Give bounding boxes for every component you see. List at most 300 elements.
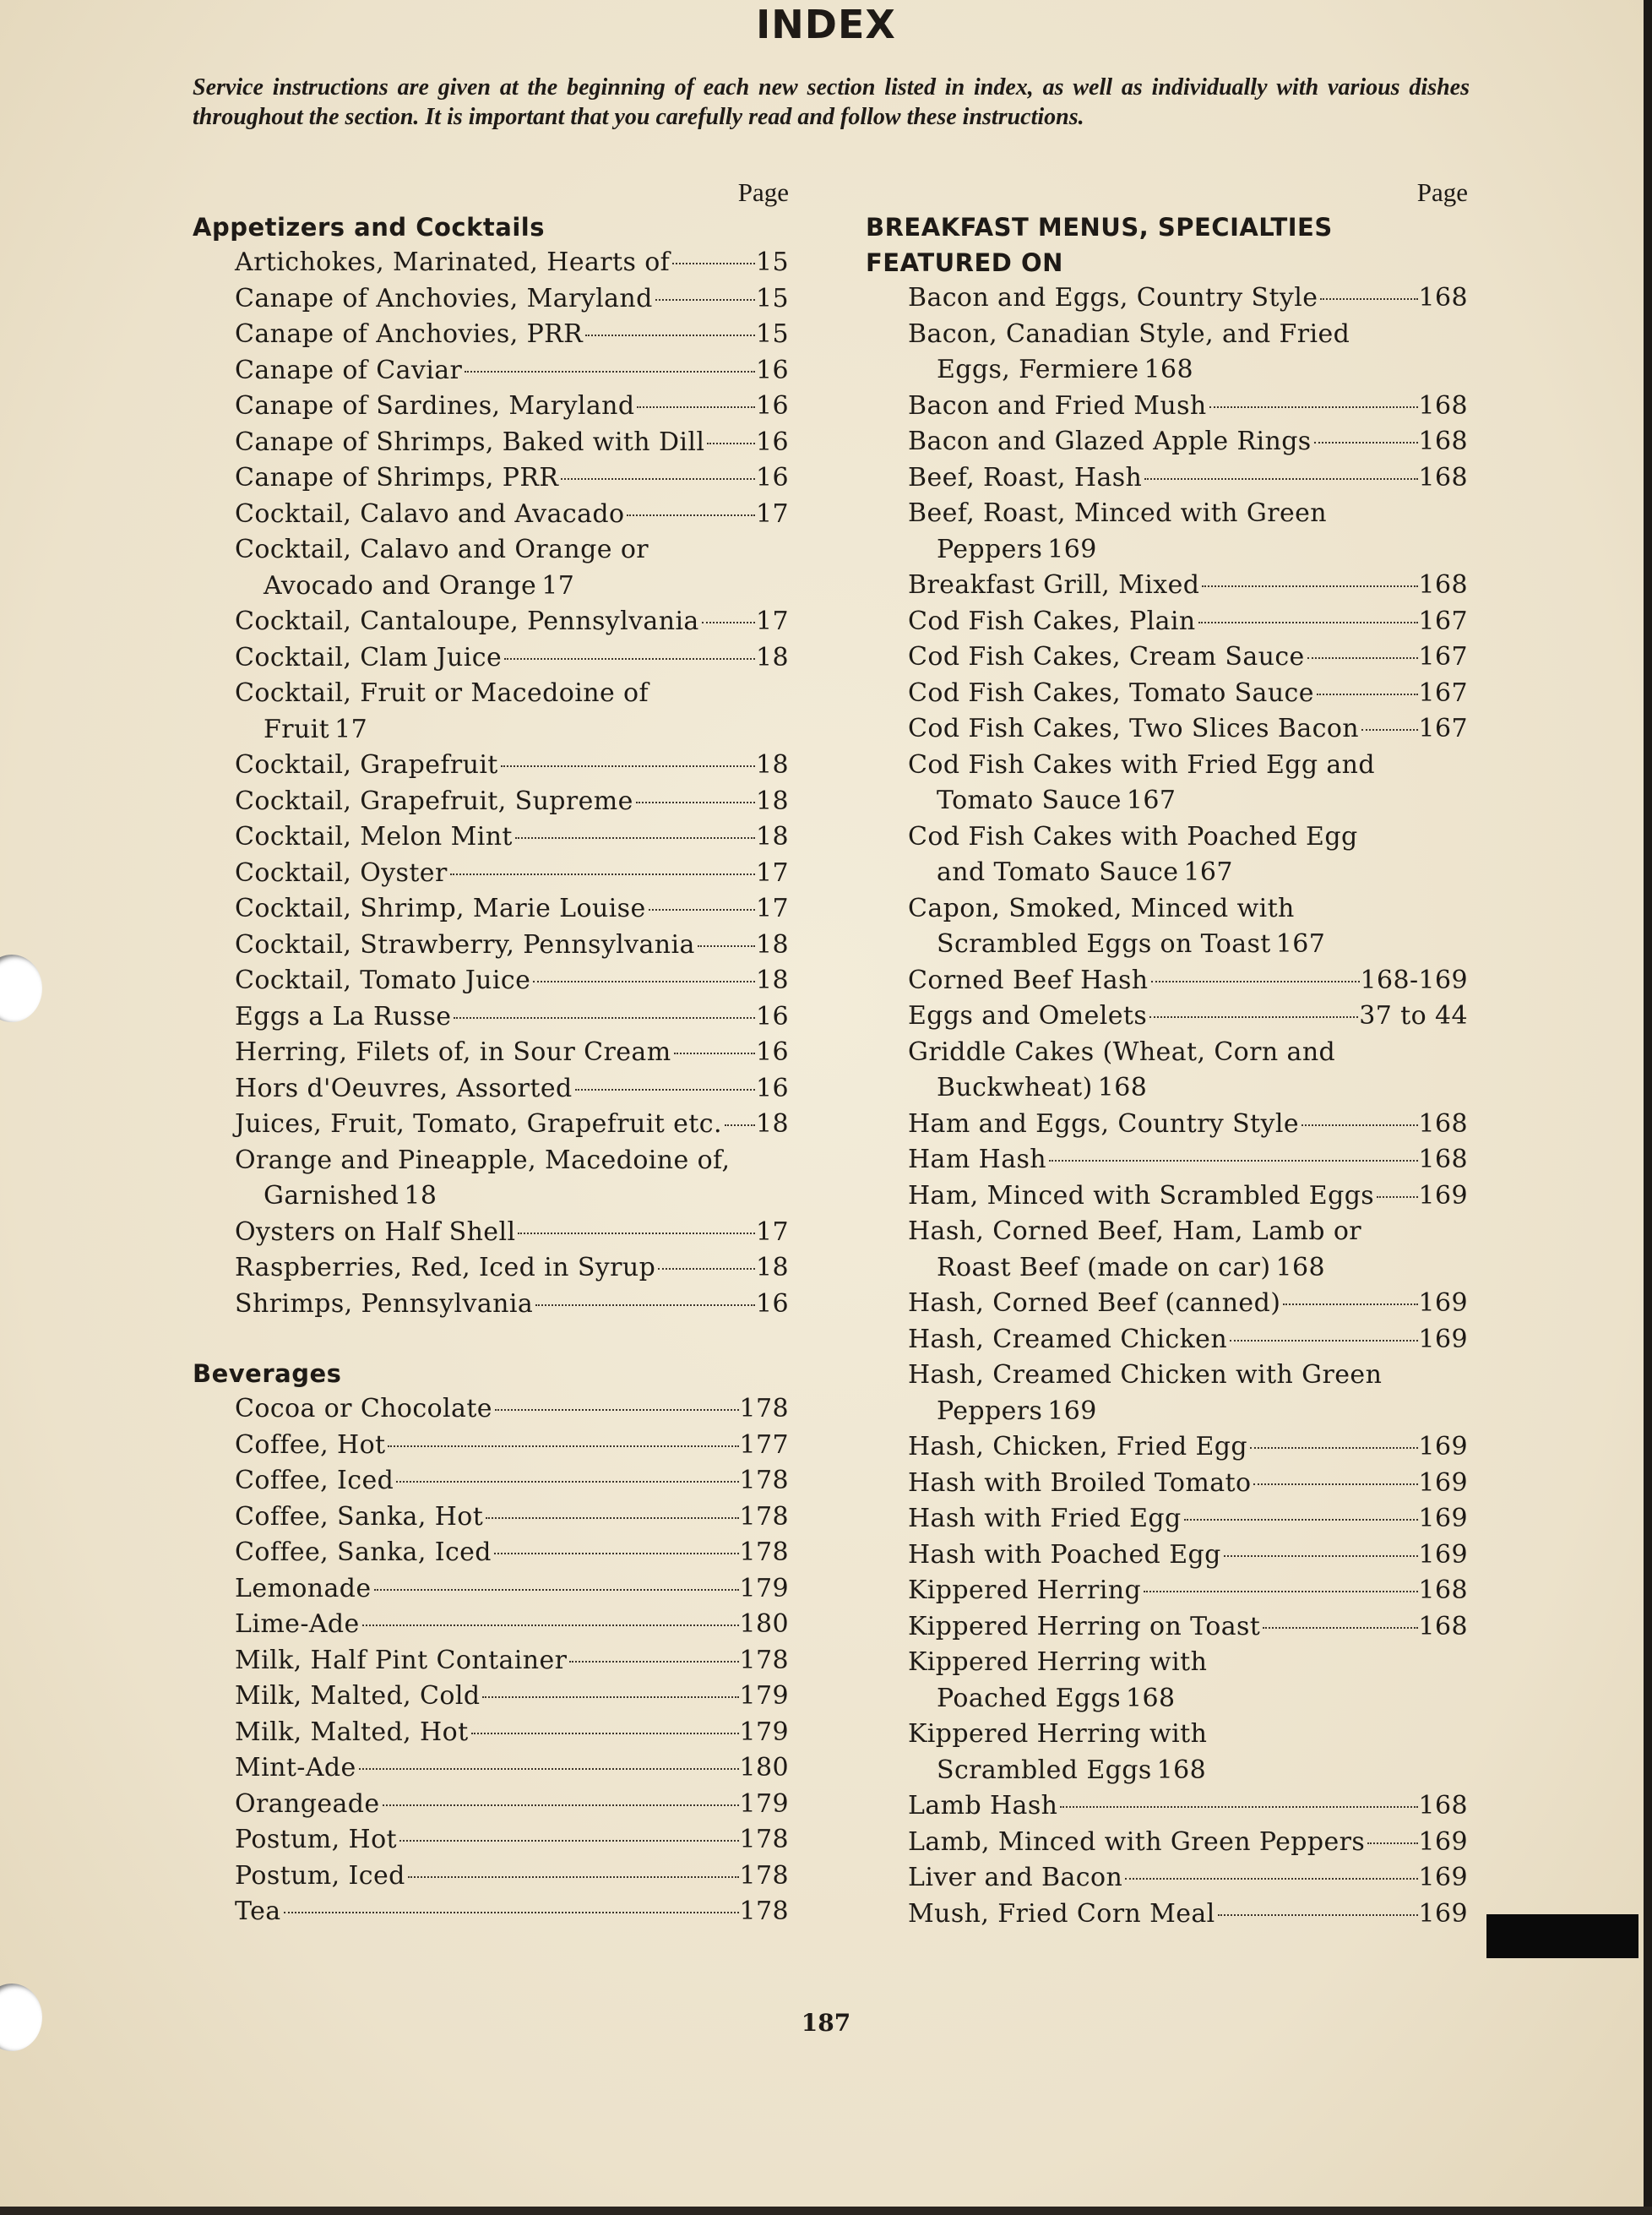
- dot-leader: [518, 1233, 755, 1234]
- index-entry: [193, 891, 789, 928]
- dot-leader: [1202, 585, 1417, 587]
- dot-leader: [1198, 622, 1418, 623]
- index-entry-text: Cocktail, Tomato Juice: [235, 966, 531, 995]
- index-entry-page: 16: [756, 427, 789, 457]
- index-entry-text: Bacon and Fried Mush: [908, 390, 1207, 421]
- section-heading: BREAKFAST MENUS, SPECIALTIES: [866, 213, 1333, 242]
- index-entry-page: 16: [756, 1001, 789, 1031]
- index-entry-text: Ham, Minced with Scrambled Eggs: [908, 1180, 1375, 1211]
- index-entry-line: [236, 1859, 789, 1895]
- index-entry-line: [236, 1822, 789, 1859]
- index-entry-page: 18: [756, 642, 789, 672]
- index-entry-line: [910, 1322, 1468, 1358]
- index-entry-line: [236, 1679, 789, 1715]
- index-entry-text: Mint-Ade: [235, 1753, 356, 1782]
- index-entry-text: Peppers: [937, 1396, 1043, 1426]
- index-entry-line: [910, 783, 1468, 819]
- index-entry: [193, 1250, 789, 1287]
- index-entry-text: Avocado and Orange: [264, 570, 537, 601]
- index-entry-line: [236, 1643, 789, 1679]
- index-entry-page: 168: [1418, 1576, 1468, 1605]
- index-entry-page: 168: [1275, 1252, 1325, 1282]
- index-entry-text: Peppers: [937, 534, 1043, 564]
- dot-leader: [504, 658, 755, 660]
- index-entry: [193, 1463, 789, 1499]
- index-entry-page: 168: [1418, 1611, 1468, 1641]
- index-entry-page: 17: [756, 894, 789, 923]
- index-entry-page: 15: [756, 319, 789, 349]
- index-entry: [866, 1466, 1468, 1502]
- index-entry-line: [236, 1391, 789, 1428]
- index-entry-text: Herring, Filets of, in Sour Cream: [235, 1037, 671, 1067]
- index-entry-line: [910, 389, 1468, 425]
- index-entry-text: Scrambled Eggs: [937, 1755, 1152, 1785]
- index-entry-page: 180: [739, 1753, 789, 1782]
- index-entry-line: [910, 855, 1468, 891]
- index-entry-page: 179: [739, 1573, 789, 1603]
- index-entry: [193, 1391, 789, 1428]
- index-entry-line: [910, 1788, 1468, 1825]
- index-entry-page: 15: [756, 248, 789, 277]
- index-entry-list: [193, 245, 789, 1322]
- dot-leader: [655, 299, 755, 301]
- index-entry-line: [910, 1250, 1468, 1287]
- index-entry-text: Artichokes, Marinated, Hearts of: [235, 248, 671, 277]
- right-column: [866, 176, 1468, 1932]
- index-entry: [866, 1897, 1468, 1933]
- index-entry-text: Buckwheat): [937, 1073, 1093, 1102]
- index-entry-line: [236, 748, 789, 784]
- index-entry-page: 16: [756, 391, 789, 421]
- index-entry: [193, 460, 789, 497]
- index-entry-text: Milk, Malted, Hot: [235, 1717, 469, 1747]
- index-entry: [193, 999, 789, 1036]
- index-entry-text: Coffee, Iced: [235, 1466, 394, 1495]
- index-entry-page: 169: [1418, 1863, 1468, 1892]
- dot-leader: [649, 909, 755, 911]
- index-entry: [193, 317, 789, 353]
- index-entry: [866, 1429, 1468, 1466]
- index-entry-line: [910, 711, 1468, 748]
- index-entry: [866, 963, 1468, 999]
- section-heading: Appetizers and Cocktails: [193, 213, 545, 242]
- index-entry-line: [236, 604, 789, 640]
- index-entry-page: 169: [1418, 1898, 1468, 1929]
- index-entry-line: [236, 460, 789, 497]
- dot-leader: [674, 1053, 755, 1054]
- index-entry-page: 167: [1126, 786, 1177, 815]
- dot-leader: [359, 1768, 739, 1770]
- index-entry-text: Cocoa or Chocolate: [235, 1394, 492, 1423]
- index-entry-line: [236, 317, 789, 353]
- index-entry-text: Hash with Poached Egg: [908, 1539, 1221, 1570]
- index-entry-page: 167: [1183, 857, 1233, 887]
- index-entry-page: 168: [1418, 283, 1468, 313]
- index-entry-page: 16: [756, 463, 789, 493]
- dot-leader: [454, 1017, 755, 1019]
- index-entry-line: [910, 1645, 1468, 1681]
- index-entry-page: 16: [756, 1288, 789, 1319]
- index-entry: [193, 819, 789, 856]
- dot-leader: [725, 1124, 755, 1126]
- index-entry-line: [236, 1750, 789, 1787]
- index-entry-line: [910, 1717, 1468, 1753]
- dot-leader: [1184, 1519, 1418, 1521]
- index-entry-line: [236, 532, 789, 569]
- index-entry-page: 168: [1418, 390, 1468, 421]
- index-entry-page: 168: [1418, 427, 1468, 456]
- index-entry: [866, 1035, 1468, 1107]
- dot-leader: [698, 945, 755, 947]
- index-entry-line: [910, 604, 1468, 640]
- index-entry-page: 179: [739, 1788, 789, 1819]
- index-entry-line: [910, 532, 1468, 569]
- index-entry-line: [910, 1501, 1468, 1537]
- index-entry-line: [236, 928, 789, 964]
- index-entry-text: Cocktail, Oyster: [235, 857, 448, 888]
- index-entry-line: [910, 1681, 1468, 1717]
- dot-leader: [450, 873, 755, 875]
- index-entry-line: [236, 1571, 789, 1608]
- dot-leader: [1361, 729, 1418, 731]
- index-entry-line: [910, 424, 1468, 460]
- index-entry-page: 168: [1126, 1683, 1176, 1713]
- index-entry-text: Corned Beef Hash: [908, 965, 1149, 995]
- index-entry: [866, 1825, 1468, 1861]
- index-entry-page: 169: [1047, 534, 1097, 564]
- index-entry-text: Canape of Anchovies, PRR: [235, 319, 584, 349]
- index-entry-page: 18: [756, 1253, 789, 1282]
- index-entry-text: Hash, Corned Beef (canned): [908, 1288, 1281, 1318]
- index-entry: [193, 1822, 789, 1859]
- index-entry-line: [236, 819, 789, 856]
- index-entry-line: [236, 245, 789, 281]
- index-entry-page: 18: [756, 929, 789, 960]
- page-column-header: Page: [1416, 177, 1468, 207]
- index-entry-page: 16: [756, 355, 789, 385]
- index-entry-line: [236, 999, 789, 1036]
- index-entry-text: Orange and Pineapple, Macedoine of,: [235, 1145, 731, 1175]
- dot-leader: [1263, 1627, 1417, 1629]
- dot-leader: [569, 1661, 738, 1663]
- index-entry-text: Cod Fish Cakes, Two Slices Bacon: [908, 714, 1360, 743]
- dot-leader: [1151, 981, 1360, 982]
- index-entry-text: Eggs a La Russe: [235, 1001, 452, 1031]
- index-entry: [866, 1286, 1468, 1322]
- dot-leader: [561, 478, 755, 480]
- index-entry: [866, 1358, 1468, 1429]
- dot-leader: [1144, 1591, 1417, 1592]
- index-entry-line: [236, 281, 789, 318]
- index-entry: [866, 568, 1468, 604]
- page-edge: [1644, 0, 1652, 2215]
- index-entry: [866, 317, 1468, 389]
- index-entry-page: 178: [739, 1501, 789, 1532]
- dot-leader: [1224, 1555, 1418, 1557]
- index-entry-line: [910, 568, 1468, 604]
- index-entry-page: 168: [1418, 1791, 1468, 1820]
- index-entry: [866, 604, 1468, 640]
- index-entry: [193, 1750, 789, 1787]
- index-entry-line: [910, 1358, 1468, 1394]
- index-entry-line: [236, 1463, 789, 1499]
- index-entry-page: 17: [756, 857, 789, 888]
- dot-leader: [1144, 478, 1417, 480]
- index-entry: [866, 1645, 1468, 1717]
- index-entry: [193, 856, 789, 892]
- index-entry-line: [910, 1286, 1468, 1322]
- index-entry-page: 18: [756, 822, 789, 852]
- index-entry-page: 168: [1144, 355, 1194, 384]
- index-entry-line: [910, 1825, 1468, 1861]
- index-entry-text: and Tomato Sauce: [937, 857, 1179, 887]
- index-entry-line: [236, 497, 789, 533]
- index-entry-page: 179: [739, 1681, 789, 1711]
- right-sections: [866, 210, 1468, 1932]
- index-entry: [866, 748, 1468, 819]
- index-entry-line: [910, 1070, 1468, 1107]
- index-entry-text: Griddle Cakes (Wheat, Corn and: [908, 1037, 1336, 1067]
- index-entry-line: [910, 280, 1468, 317]
- index-entry-page: 168: [1418, 570, 1468, 600]
- index-entry-text: Juices, Fruit, Tomato, Grapefruit etc.: [235, 1109, 722, 1139]
- index-entry-text: Cocktail, Grapefruit, Supreme: [235, 786, 633, 816]
- index-entry-line: [910, 1394, 1468, 1430]
- index-entry-text: Ham and Eggs, Country Style: [908, 1108, 1299, 1139]
- index-entry: [866, 1573, 1468, 1609]
- dot-leader: [482, 1696, 738, 1698]
- index-entry: [193, 1607, 789, 1643]
- index-entry-line: [236, 891, 789, 928]
- index-entry-text: Tomato Sauce: [937, 786, 1122, 815]
- index-entry-text: Hash, Chicken, Fried Egg: [908, 1432, 1247, 1461]
- index-entry-page: 16: [756, 1037, 789, 1067]
- index-entry-page: 168: [1097, 1073, 1148, 1102]
- index-entry: [866, 676, 1468, 712]
- dot-leader: [1230, 1340, 1417, 1342]
- index-entry-line: [236, 1178, 789, 1215]
- index-entry: [193, 640, 789, 677]
- index-entry: [193, 1143, 789, 1215]
- index-entry-page: 17: [756, 607, 789, 636]
- index-entry: [866, 1609, 1468, 1646]
- intro-paragraph: Service instructions are given at the beginning of each new section listed in index, as well as individually with various dishes throughout the section. It is important that you carefully read and follow these instructions.: [193, 74, 1470, 130]
- page-column-header: Page: [737, 177, 789, 207]
- index-entry-page: 168: [1418, 1145, 1468, 1174]
- index-entry-page: 37 to 44: [1359, 1001, 1468, 1031]
- index-entry-text: Cocktail, Calavo and Orange or: [235, 535, 649, 564]
- index-entry-text: Scrambled Eggs on Toast: [937, 929, 1271, 959]
- page-number: 187: [801, 2009, 851, 2037]
- dot-leader: [362, 1625, 739, 1626]
- index-entry-text: Cocktail, Calavo and Avacado: [235, 498, 625, 529]
- dot-leader: [1060, 1806, 1417, 1808]
- index-entry-text: Orangeade: [235, 1788, 380, 1819]
- index-entry-line: [236, 1715, 789, 1751]
- index-entry: [193, 784, 789, 820]
- index-entry-text: Eggs and Omelets: [908, 1001, 1148, 1031]
- index-entry-text: Shrimps, Pennsylvania: [235, 1288, 534, 1319]
- dot-leader: [533, 981, 755, 982]
- section-heading: FEATURED ON: [866, 248, 1063, 277]
- index-entry-page: 169: [1418, 1180, 1468, 1211]
- index-entry-page: 179: [739, 1717, 789, 1747]
- dot-leader: [707, 443, 755, 444]
- index-entry-page: 178: [739, 1825, 789, 1854]
- index-entry-list: [866, 280, 1468, 1932]
- page-title: INDEX: [756, 2, 896, 47]
- index-entry: [193, 1499, 789, 1536]
- index-entry-page: 169: [1418, 1826, 1468, 1857]
- index-entry-text: Oysters on Half Shell: [235, 1216, 516, 1247]
- index-entry: [866, 1501, 1468, 1537]
- index-entry: [193, 281, 789, 318]
- index-entry-text: Canape of Sardines, Maryland: [235, 391, 635, 421]
- index-entry-line: [236, 425, 789, 461]
- index-entry-text: Roast Beef (made on car): [937, 1252, 1271, 1282]
- index-entry-text: Kippered Herring on Toast: [908, 1611, 1261, 1641]
- index-entry: [193, 1035, 789, 1071]
- index-entry-text: Cod Fish Cakes with Poached Egg: [908, 821, 1358, 852]
- index-entry-line: [910, 1429, 1468, 1466]
- dot-leader: [383, 1804, 739, 1806]
- index-entry: [193, 1428, 789, 1464]
- index-entry-text: Hash, Creamed Chicken with Green: [908, 1360, 1383, 1390]
- index-entry-text: Kippered Herring: [908, 1576, 1142, 1605]
- section-heading: Beverages: [193, 1359, 342, 1388]
- dot-leader: [1320, 298, 1417, 300]
- index-entry-line: [236, 856, 789, 892]
- index-entry-page: 169: [1418, 1504, 1468, 1533]
- dot-leader: [388, 1445, 738, 1447]
- index-entry-line: [236, 353, 789, 389]
- index-entry-page: 169: [1418, 1288, 1468, 1318]
- dot-leader: [1301, 1124, 1418, 1126]
- index-entry-text: Canape of Caviar: [235, 355, 463, 385]
- thumb-index-tab: [1486, 1914, 1638, 1958]
- index-entry-page: 18: [756, 786, 789, 816]
- dot-leader: [575, 1089, 755, 1091]
- index-entry-text: Cod Fish Cakes with Fried Egg and: [908, 749, 1376, 780]
- index-entry-page: 178: [739, 1645, 789, 1675]
- index-entry-line: [910, 748, 1468, 784]
- index-entry: [193, 389, 789, 425]
- index-entry-line: [910, 1466, 1468, 1502]
- index-entry-page: 168: [1156, 1755, 1207, 1785]
- index-entry: [193, 1287, 789, 1323]
- index-entry-text: Postum, Iced: [235, 1860, 405, 1891]
- index-entry: [193, 245, 789, 281]
- index-entry-line: [910, 1537, 1468, 1574]
- index-entry-page: 178: [739, 1466, 789, 1495]
- index-entry-line: [910, 1753, 1468, 1789]
- index-entry-page: 18: [756, 1109, 789, 1139]
- index-entry: [866, 424, 1468, 460]
- index-entry-text: Bacon and Glazed Apple Rings: [908, 427, 1312, 456]
- index-entry-text: Cod Fish Cakes, Tomato Sauce: [908, 678, 1314, 708]
- dot-leader: [501, 765, 755, 767]
- index-entry-line: [236, 569, 789, 605]
- index-entry-line: [910, 819, 1468, 856]
- page-edge: [0, 2207, 1652, 2215]
- index-entry-line: [236, 1250, 789, 1287]
- index-entry-text: Liver and Bacon: [908, 1863, 1123, 1892]
- index-entry: [866, 1717, 1468, 1788]
- index-entry-line: [910, 352, 1468, 389]
- dot-leader: [1250, 1447, 1418, 1449]
- index-entry: [193, 1679, 789, 1715]
- index-entry: [193, 963, 789, 999]
- index-entry-line: [236, 676, 789, 712]
- index-entry-line: [910, 1178, 1468, 1215]
- index-entry-text: Milk, Malted, Cold: [235, 1681, 481, 1711]
- index-entry-text: Kippered Herring with: [908, 1719, 1208, 1749]
- index-entry: [866, 1788, 1468, 1825]
- index-entry: [866, 1107, 1468, 1143]
- index-entry-text: Canape of Anchovies, Maryland: [235, 283, 653, 313]
- index-entry: [193, 1643, 789, 1679]
- index-entry-page: 169: [1418, 1467, 1468, 1498]
- index-entry: [866, 496, 1468, 568]
- index-entry: [193, 532, 789, 604]
- index-entry-page: 167: [1418, 606, 1468, 636]
- index-entry-line: [910, 1107, 1468, 1143]
- dot-leader: [399, 1840, 739, 1842]
- left-column: [193, 176, 789, 1930]
- index-entry-text: Coffee, Hot: [235, 1429, 386, 1460]
- index-entry-text: Cocktail, Melon Mint: [235, 822, 513, 852]
- index-entry: [866, 711, 1468, 748]
- index-entry-text: Cocktail, Grapefruit: [235, 750, 498, 780]
- dot-leader: [1367, 1842, 1417, 1844]
- index-entry: [193, 425, 789, 461]
- index-entry-text: Beef, Roast, Hash: [908, 462, 1143, 493]
- index-entry-list: [193, 1391, 789, 1930]
- index-entry-line: [236, 784, 789, 820]
- dot-leader: [494, 1553, 739, 1554]
- index-entry-text: Hash with Fried Egg: [908, 1504, 1182, 1533]
- index-entry-page: 168: [1418, 1108, 1468, 1139]
- dot-leader: [1377, 1196, 1417, 1198]
- index-entry-text: Lamb Hash: [908, 1791, 1058, 1820]
- index-entry-text: Coffee, Sanka, Iced: [235, 1537, 492, 1567]
- index-entry: [193, 604, 789, 640]
- index-entry-line: [910, 1573, 1468, 1609]
- index-entry-text: Cocktail, Clam Juice: [235, 642, 503, 672]
- dot-leader: [672, 263, 755, 264]
- index-entry-text: Lamb, Minced with Green Peppers: [908, 1826, 1366, 1857]
- index-entry: [193, 1107, 789, 1143]
- index-entry-text: Hash, Creamed Chicken: [908, 1324, 1228, 1354]
- index-entry-text: Bacon, Canadian Style, and Fried: [908, 318, 1350, 349]
- index-entry-text: Eggs, Fermiere: [937, 355, 1139, 384]
- index-entry-line: [236, 1894, 789, 1930]
- dot-leader: [284, 1912, 739, 1913]
- dot-leader: [1307, 657, 1418, 659]
- index-entry: [866, 1178, 1468, 1215]
- dot-leader: [585, 335, 755, 336]
- index-entry-text: Kippered Herring with: [908, 1647, 1208, 1677]
- index-entry-text: Raspberries, Red, Iced in Syrup: [235, 1253, 656, 1282]
- dot-leader: [486, 1517, 738, 1519]
- index-entry-text: Hash, Corned Beef, Ham, Lamb or: [908, 1216, 1362, 1246]
- index-entry: [193, 748, 789, 784]
- index-entry-line: [236, 1035, 789, 1071]
- index-entry-page: 16: [756, 1073, 789, 1103]
- index-entry-line: [236, 389, 789, 425]
- index-entry: [866, 1142, 1468, 1178]
- index-entry-text: Tea: [235, 1897, 281, 1926]
